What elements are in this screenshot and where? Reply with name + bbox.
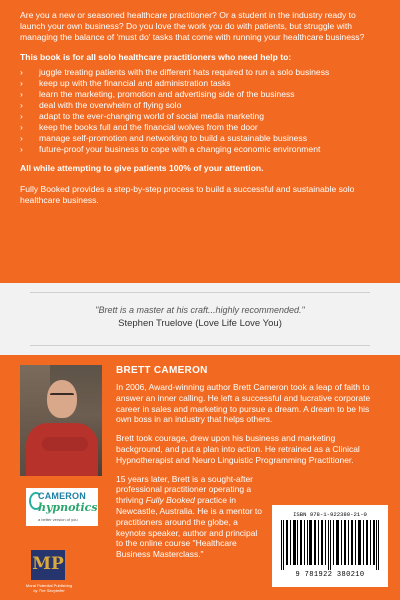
testimonial-attribution: Stephen Truelove (Love Life Love You) [118,318,282,329]
list-item: › future-proof your business to cope with a changing economic environment [20,144,321,154]
author-name: BRETT CAMERON [116,365,208,376]
chevron-right-icon: › [20,133,23,143]
isbn-text: ISBN 978-1-922380-21-0 [293,511,367,518]
chevron-right-icon: › [20,122,23,132]
publisher-logo: MP [31,550,65,580]
help-list [20,67,380,155]
list-item: › keep the books full and the financial wolves from the door [20,122,258,132]
chevron-right-icon: › [20,67,23,77]
chevron-right-icon: › [20,78,23,88]
list-item: › keep up with the financial and administration tasks [20,78,231,88]
list-item: › juggle treating patients with the different hats required to run a solo business [20,67,330,77]
bio-paragraph: In 2006, Award-winning author Brett Cameron took a leap of faith to answer an inner calling. He left a successful and lucrative corporate career in sales and marketing to pursue a dream. A dream to be his own boss in an industry that helps others. [116,382,371,425]
divider [30,292,370,293]
cameron-hypnotics-logo: CAMERON hypnotics a better version of you [26,488,98,526]
back-cover-blurb [0,0,400,283]
ean-number: 9 781922 380210 [295,571,365,579]
chevron-right-icon: › [20,111,23,121]
list-item: › learn the marketing, promotion and advertising side of the business [20,89,295,99]
barcode-icon [281,520,379,570]
chevron-right-icon: › [20,89,23,99]
publisher-caption: Moral Potential Publishing by The Storyteller [25,583,73,593]
testimonial-quote: "Brett is a master at his craft...highly recommended." [95,305,305,315]
barcode [272,505,388,587]
audience-heading: This book is for all solo healthcare practitioners who need help to: [20,52,292,62]
author-photo [20,365,102,476]
closing-paragraph: Fully Booked provides a step-by-step process to build a successful and sustainable solo healthcare business. [20,184,355,205]
testimonial-band [0,283,400,355]
list-item: › manage self-promotion and networking to build a sustainable business [20,133,308,143]
chevron-right-icon: › [20,100,23,110]
chevron-right-icon: › [20,144,23,154]
list-item: › adapt to the ever-changing world of social media marketing [20,111,264,121]
emphasis-line: All while attempting to give patients 100% of your attention. [20,163,264,173]
bio-paragraph: 15 years later, Brett is a sought-after professional practitioner operating a thriving Fully Booked practice in Newcastle, Australia. He is a mentor to practitioners around the globe, a keynote speaker, author and principal to the online course "Healthcare Business Masterclass." [116,473,262,560]
author-section [0,355,400,600]
bio-paragraph: Brett took courage, drew upon his business and marketing background, and put a plan into action. He retrained as a Clinical Hypnotherapist and Neuro Linguistic Programming Practitioner. [116,433,360,465]
intro-paragraph: Are you a new or seasoned healthcare practitioner? Or a student in the industry ready to launch your own business? Do you love the work you do with patients, but struggle with managing the balance of 'must do' tasks that come with running your healthcare business? [20,10,365,42]
divider [30,345,370,346]
list-item: › deal with the overwhelm of flying solo [20,100,182,110]
